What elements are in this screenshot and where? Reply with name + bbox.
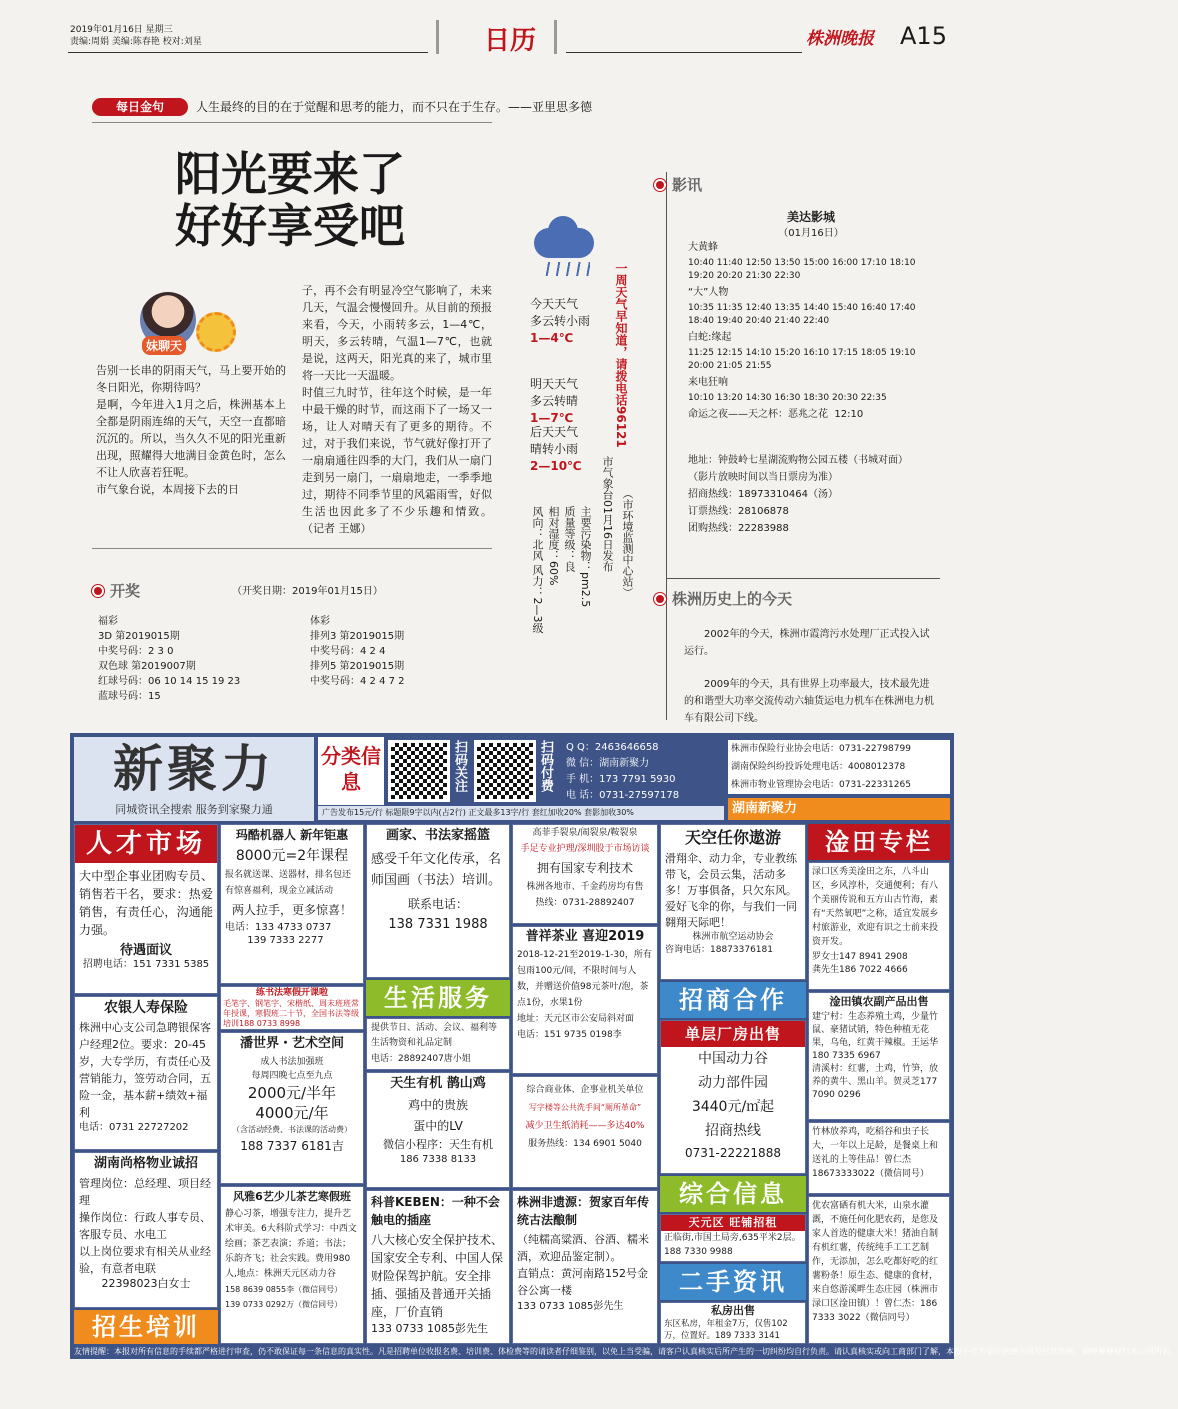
weather-day2: 明天天气 多云转晴 1—7℃	[530, 377, 579, 425]
headline-line2: 好好享受吧	[175, 199, 405, 253]
scan-pay-label: 扫码付费	[538, 740, 553, 792]
ad-toilet[interactable]: 综合商业体、企事业机关单位 写字楼等公共洗手间“厕所革命” 减少卫生纸消耗——多达40% 服务热线：134 6901 5040	[512, 1076, 658, 1188]
scan-follow-label: 扫码关注	[452, 740, 467, 792]
cinema-date: （01月16日）	[778, 228, 844, 239]
ad-liquor[interactable]: 株洲非遗源：贺家百年传统古法酿制 （纯糯高粱酒、谷酒、糯米酒，欢迎品鉴定制）。 直销点：黄河南路152号金谷公寓一楼 133 0733 1085彭先生	[512, 1190, 658, 1344]
issue-date: 2019年01月16日 星期三	[70, 25, 173, 35]
sun-icon	[196, 312, 236, 352]
film-title: 白蛇:缘起	[688, 332, 732, 343]
life-service-title: 生活服务	[366, 980, 510, 1016]
weather-hotline: 一周天气早知道，请拨电话96121	[614, 262, 628, 448]
film-title: “大”人物	[688, 287, 729, 298]
rain-drops	[540, 262, 590, 276]
history-item-1: 2002年的今天，株洲市霞湾污水处理厂正式投入试运行。	[684, 629, 930, 657]
article-col1: 告别一长串的阴雨天气，马上要开始的冬日阳光，你期待吗？ 是啊，今年进入1月之后，株洲基本上全都是阴雨连绵的天气，天空一直都暗沉沉的。所以，当久久不见的阳光重新出现，照耀得大地满目金黄色时，怎么不让人欣喜若狂呢。 市气象台说，本周接下去的日	[96, 364, 286, 496]
column-badge: 妹聊天	[142, 336, 186, 355]
association-list: 株洲市保险行业协会电话：0731-22798799 湖南保险纠纷投诉处理电话：4008012378 株洲市物业管理协会电话：0731-22331265	[728, 740, 950, 794]
general-info-title: 综合信息	[660, 1176, 806, 1212]
ad-gifts[interactable]: 提供节日、活动、会议、福利等生活物资和礼品定制 电话：28892407唐小姐	[366, 1018, 510, 1070]
header-divider-2	[554, 20, 557, 54]
ad-gantian[interactable]: 渌口区秀美淦田之东，八斗山区，乡风淳朴，交通便利；有八个美丽传说和五方山古竹海，素有“天然氧吧”之称，适宜发展乡村旅游业，欢迎有识之士前来投资开发。 罗女士147 8941 2908 龚先生186 7022 4666	[808, 862, 950, 990]
ad-painting[interactable]: 画家、书法家摇篮 感受千年文化传承，名师国画（书法）培训。 联系电话： 138 7331 1988	[366, 824, 510, 978]
gantian-title: 淦田专栏	[808, 824, 950, 860]
ad-tea-shop[interactable]: 普祥茶业 喜迎2019 2018-12-21至2019-1-30，所有包雨100元/间，不限时间与人数，并赠送价值98元茶叶/泡，茶点1份，水果1份 地址：天元区市公安局斜对面 电话：151 9735 0198李	[512, 926, 658, 1074]
ad-insurance[interactable]: 农银人寿保险 株洲中心支公司急聘银保客户经理2位。要求：20-45岁，大专学历，有责任心及营销能力，签劳动合同，五险一金，基本薪+绩效+福利 电话：0731 22727202	[74, 996, 218, 1150]
bullet-icon	[92, 585, 104, 597]
talent-market-title: 人才市场	[75, 825, 217, 863]
history-section-header: 株洲历史上的今天	[654, 588, 792, 609]
page-number: A15	[900, 22, 947, 50]
air-station: （市环境监测中心站）	[621, 488, 634, 598]
ad-property[interactable]: 湖南尚格物业诚招 管理岗位：总经理、项目经理 操作岗位：行政人事专员、客服专员、水电工 以上岗位要求有相关从业经验，有意者电联 22398023白女士	[74, 1152, 218, 1308]
ad-tea-class[interactable]: 风雅6艺少儿茶艺寒假班 静心习茶，增强专注力，提升艺术审美。6大科阶式学习：中西文绘画；茶艺表演；乔道；书法；乐韵齐飞；社会实践。费用980人,地点：株洲天元区动力谷 158 8639 0855李（微信同号） 139 0733 0292万（微信同号）	[220, 1186, 364, 1344]
ad-bamboo-chicken[interactable]: 竹林放养鸡，吃稻谷和虫子长大，一年以上足龄，是餐桌上和送礼的上等佳品！曾仁杰18673333022（微信同号）	[808, 1122, 950, 1194]
ad-robot[interactable]: 玛酷机器人 新年钜惠 8000元=2年课程 报名就送课、送器材，排名包还有惊喜福利，现金立减活动 两人拉手，更多惊喜！ 电话：133 4733 0737 139 7333 2277	[220, 824, 364, 984]
contact-list: Q Q：2463646658 微 信：湖南新聚力 手 机：173 7791 5930 电 话：0731-27597178	[566, 742, 680, 801]
cloud-puff	[548, 216, 578, 246]
ad-chicken[interactable]: 天生有机 鹊山鸡 鸡中的贵族 蛋中的LV 微信小程序：天生有机 186 7338 8133	[366, 1072, 510, 1188]
qr-code-pay[interactable]	[474, 740, 536, 802]
classified-label: 分类信息	[318, 737, 384, 805]
header-rule-left	[68, 52, 428, 53]
brand-name: 新聚力	[113, 740, 275, 798]
ad-farm-products[interactable]: 淦田镇农副产品出售 建宁村：生态养殖土鸡，少量竹鼠、豪猪试销，特色种植无花果，乌龟，红黄干辣椒。王运华180 7335 6967 清溪村：红薯，土鸡，竹笋，放养的黄牛、黑山羊。贺灵芝177 7090 0296	[808, 992, 950, 1120]
brand-slogan: 同城资讯全搜索 服务到家聚力通	[115, 803, 273, 816]
ad-house-sale[interactable]: 私房出售 东区私房，年租金7万，仅售102万，位置好。189 7333 3141	[660, 1302, 806, 1344]
cinema-info: 地址：钟鼓岭七星湖流购物公园五楼（书城对面） （影片放映时间以当日票房为准） 招商热线：18973310464（汤） 订票热线：28106878 团购热线：22283988	[688, 455, 908, 534]
lottery-sports: 体彩 排列3 第2019015期 中奖号码：4 2 4 排列5 第2019015期 中奖号码：4 2 4 7 2	[310, 616, 405, 687]
ad-art-space[interactable]: 潘世界・艺术空间 成人书法加强班 每周四晚七点至九点 2000元/半年 4000元/年 （含活动经费、书法课的活动费） 188 7337 6181吉	[220, 1032, 364, 1184]
article-col2: 子，再不会有明显冷空气影响了，未来几天，气温会慢慢回升。从目前的预报来看，今天，小雨转多云，1—4℃，明天，多云转晴，气温1—7℃，也就是说，这两天，阳光真的来了，城市里将一天比一天温暖。 时值三九时节，往年这个时候，是一年中最干燥的时节，而这雨下了一场又一场，让人对晴天有了更多的期待。不过，对于我们来说，节气就好像打开了一扇扇通往四季的大门，我们从一扇门走到另一扇门，一扇扇地走，一季季地过，期待不同季节里的风霜雨雪，好似生活也因此多了不少乐趣和情致。 （记者 王娜）	[302, 284, 492, 535]
section-title: 日历	[483, 26, 536, 56]
film-showtimes: 11:25 12:15 14:10 15:20 16:10 17:15 18:05 19:10 20:00 21:05 21:55	[688, 348, 916, 371]
ad-paragliding[interactable]: 天空任你遨游 滑翔伞、动力伞，专业教练带飞，会员云集，活动多多！万事俱备，只欠东风。爱好飞伞的你，与我们一同翱翔天际吧！ 株洲市航空运动协会 咨询电话：18873376181	[660, 824, 806, 980]
editors-line: 责编:周娟 美编:陈春艳 校对:刘星	[70, 37, 202, 47]
ad-shop-rent[interactable]: 天元区 旺铺招租 正临街,市国土局旁,635平米2层。188 7330 9988	[660, 1214, 806, 1262]
headline-line1: 阳光要来了	[175, 147, 405, 201]
ad-socket[interactable]: 科普KEBEN：一种不会触电的插座 八大核心安全保护技术、国家安全专利、中国人保财险保驾护航。安全排插、强插及普通开关插座，厂价直销 133 0733 1085彭先生	[366, 1190, 510, 1344]
ad-talent[interactable]: 人才市场 大中型企事业团购专员、销售若干名，要求：热爱销售，有责任心，沟通能力强。 待遇面议 招聘电话：151 7331 5385	[74, 824, 218, 994]
air-humidity: 相对湿度：60%	[547, 506, 560, 586]
film-title: 来电狂响	[688, 377, 728, 388]
quote-rule	[92, 122, 492, 123]
investment-title: 招商合作	[660, 982, 806, 1018]
air-quality: 质量等级：良	[563, 506, 576, 572]
brand-box	[74, 737, 314, 821]
weather-issued: 市气象台01月16日发布	[601, 456, 614, 572]
cinema-name: 美达影城	[786, 210, 835, 224]
lottery-welfare: 福彩 3D 第2019015期 中奖号码：2 3 0 双色球 第2019007期 红球号码：06 10 14 15 19 23 蓝球号码：15	[98, 616, 241, 702]
ad-rice[interactable]: 优农富硒有机大米，山泉水灌溉，不施任何化肥农药，是您及家人首选的健康大米！猪油自制有机红薯，传统纯手工工艺制作，无添加，怎么吃都好吃的红薯粉条！原生态、健康的食材，来自悠游溪畔生态庄园（株洲市渌口区淦田镇）！曾仁杰：186 7333 3022（微信同号）	[808, 1196, 950, 1344]
bullet-icon	[654, 593, 666, 605]
bullet-icon	[654, 179, 666, 191]
cinema-film-list	[688, 240, 936, 422]
price-bar: 广告发布15元/行 标题限9字以内(占2行) 正文最多13字/行 套红加收20% 套影加收30%	[318, 806, 724, 820]
weather-day1: 今天天气 多云转小雨 1—4℃	[530, 297, 591, 345]
footer-disclaimer: 友情提醒：本报对所有信息的手续都严格进行审查，仍不敢保证每一条信息的真实性。凡是招聘单位收报名费、培训费、体检费等的请读者仔细鉴别，以免上当受骗，请客户认真核实后所产生的一切纠纷均自行负责。请认真核实或向工商部门了解，本报不作为鉴定法律合同及付款依据，最终解释权归本公司所有。	[74, 1347, 1178, 1356]
article-rule	[92, 548, 492, 549]
history-item-2: 2009年的今天，具有世界上功率最大，技术最先进的和谐型大功率交流传动六轴货运电力机车在株洲电力机车有限公司下线。	[684, 679, 934, 724]
film-showtimes: 10:10 13:20 14:30 16:30 18:30 20:30 22:35	[688, 393, 887, 403]
film-title: 大黄蜂	[688, 242, 718, 253]
enrollment-title: 招生培训	[74, 1310, 218, 1344]
second-hand-title: 二手资讯	[660, 1264, 806, 1300]
header-divider	[436, 20, 439, 54]
air-wind: 风向：北风 风力：2—3级	[531, 506, 544, 634]
lottery-section-header: 开奖	[92, 580, 140, 601]
ad-factory[interactable]: 单层厂房出售 中国动力谷 动力部件园 3440元/㎡起 招商热线 0731-22221888	[660, 1020, 806, 1174]
weather-day3: 后天天气 晴转小雨 2—10℃	[530, 425, 582, 473]
air-pollutant: 主要污染物：pm2.5	[579, 506, 592, 608]
film-title: 命运之夜——天之杯：恶兆之花 12:10	[688, 409, 864, 420]
film-showtimes: 10:35 11:35 12:40 13:35 14:40 15:40 16:40 17:40 18:40 19:40 20:40 21:40 22:40	[688, 303, 916, 326]
quote-text: 人生最终的目的在于觉醒和思考的能力，而不只在于生存。——亚里思多德	[196, 100, 593, 114]
ad-hand-care[interactable]: 高菲手裂泉/闹裂泉/鞍裂泉 手足专业护理/深圳股于市场访谈 拥有国家专利技术 株洲各地市、千金药房均有售 热线：0731-28892407	[512, 824, 658, 924]
right-column-rule	[666, 172, 667, 720]
ad-calligraphy-class[interactable]: 练书法寒假开课啦 毛笔字、钢笔字、宋楷纸、周末班班常年授课，寒假班二十节，全国书法等级培训188 0733 8998	[220, 986, 364, 1030]
lottery-date: （开奖日期：2019年01月15日）	[232, 586, 383, 597]
header-rule-right	[566, 52, 802, 53]
quote-tag: 每日金句	[92, 98, 188, 116]
cinema-section-header: 影讯	[654, 174, 702, 195]
history-rule	[666, 578, 940, 579]
film-showtimes: 10:40 11:40 12:50 13:50 15:00 16:00 17:10 18:10 19:20 20:20 21:30 22:30	[688, 258, 916, 281]
qr-code-follow[interactable]	[388, 740, 450, 802]
newspaper-logo: 株洲晚报	[806, 29, 874, 49]
hnx-banner: 湖南新聚力	[728, 798, 950, 820]
